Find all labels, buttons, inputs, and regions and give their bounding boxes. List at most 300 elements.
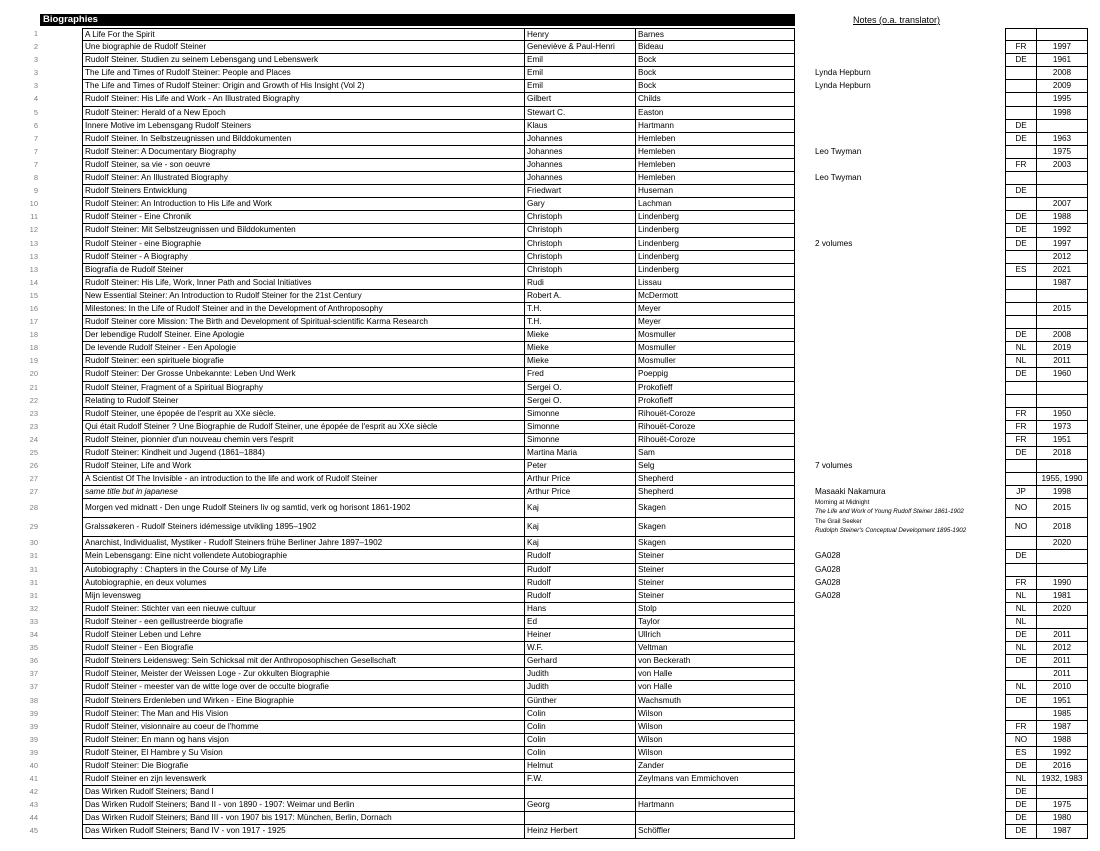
- author-last-name-cell[interactable]: Lindenberg: [636, 238, 795, 251]
- author-first-name-cell[interactable]: Simonne: [525, 434, 636, 447]
- author-last-name-cell[interactable]: Shepherd: [636, 486, 795, 499]
- note-cell[interactable]: [814, 368, 994, 381]
- book-title-cell[interactable]: A Scientist Of The Invisible - an introduction to the life and work of Rudolf Steiner: [82, 473, 525, 486]
- book-title-cell[interactable]: Rudolf Steiner - een geillustreerde biografie: [82, 616, 525, 629]
- row-number[interactable]: 13: [29, 251, 38, 261]
- author-first-name-cell[interactable]: Rudolf: [525, 590, 636, 603]
- year-cell[interactable]: 1932, 1983: [1037, 773, 1088, 786]
- language-cell[interactable]: [1005, 708, 1037, 721]
- year-cell[interactable]: [1037, 616, 1088, 629]
- note-cell[interactable]: [814, 434, 994, 447]
- language-cell[interactable]: [1005, 198, 1037, 211]
- author-last-name-cell[interactable]: Hartmann: [636, 799, 795, 812]
- book-title-cell[interactable]: Mein Lebensgang: Eine nicht vollendete Autobiographie: [82, 550, 525, 563]
- language-cell[interactable]: NL: [1005, 355, 1037, 368]
- row-number[interactable]: 14: [29, 277, 38, 287]
- row-number[interactable]: 37: [29, 669, 38, 679]
- year-cell[interactable]: 1987: [1037, 277, 1088, 290]
- book-title-cell[interactable]: Rudolf Steiner - A Biography: [82, 251, 525, 264]
- language-cell[interactable]: DE: [1005, 786, 1037, 799]
- row-number[interactable]: 3: [33, 68, 38, 78]
- author-first-name-cell[interactable]: Simonne: [525, 421, 636, 434]
- book-title-cell[interactable]: Rudolf Steiner, Life and Work: [82, 460, 525, 473]
- language-cell[interactable]: [1005, 67, 1037, 80]
- year-cell[interactable]: 1975: [1037, 799, 1088, 812]
- row-number[interactable]: 39: [29, 747, 38, 757]
- language-cell[interactable]: NL: [1005, 773, 1037, 786]
- author-first-name-cell[interactable]: Gerhard: [525, 655, 636, 668]
- note-cell[interactable]: [814, 342, 994, 355]
- language-cell[interactable]: DE: [1005, 185, 1037, 198]
- author-first-name-cell[interactable]: Peter: [525, 460, 636, 473]
- author-first-name-cell[interactable]: Henry: [525, 28, 636, 41]
- author-last-name-cell[interactable]: Taylor: [636, 616, 795, 629]
- book-title-cell[interactable]: Anarchist, Individualist, Mystiker - Rudolf Steiners frühe Berliner Jahre 1897–1902: [82, 537, 525, 550]
- language-cell[interactable]: DE: [1005, 238, 1037, 251]
- note-cell[interactable]: [814, 537, 994, 550]
- year-cell[interactable]: [1037, 172, 1088, 185]
- year-cell[interactable]: 2020: [1037, 603, 1088, 616]
- row-number[interactable]: 3: [33, 81, 38, 91]
- year-cell[interactable]: 2007: [1037, 198, 1088, 211]
- note-cell[interactable]: [814, 642, 994, 655]
- author-first-name-cell[interactable]: T.H.: [525, 316, 636, 329]
- row-number[interactable]: 40: [29, 760, 38, 770]
- author-last-name-cell[interactable]: Wachsmuth: [636, 695, 795, 708]
- note-cell[interactable]: [814, 681, 994, 694]
- language-cell[interactable]: [1005, 460, 1037, 473]
- year-cell[interactable]: [1037, 290, 1088, 303]
- note-cell[interactable]: [814, 329, 994, 342]
- note-cell[interactable]: [814, 629, 994, 642]
- year-cell[interactable]: 1998: [1037, 486, 1088, 499]
- language-cell[interactable]: ES: [1005, 747, 1037, 760]
- year-cell[interactable]: 2011: [1037, 655, 1088, 668]
- year-cell[interactable]: 2012: [1037, 642, 1088, 655]
- year-cell[interactable]: [1037, 185, 1088, 198]
- language-cell[interactable]: DE: [1005, 224, 1037, 237]
- row-number[interactable]: 31: [29, 564, 38, 574]
- author-last-name-cell[interactable]: Lissau: [636, 277, 795, 290]
- book-title-cell[interactable]: Rudolf Steiner, Fragment of a Spiritual Biography: [82, 382, 525, 395]
- author-first-name-cell[interactable]: Gilbert: [525, 93, 636, 106]
- author-last-name-cell[interactable]: Childs: [636, 93, 795, 106]
- row-number[interactable]: 30: [29, 538, 38, 548]
- author-last-name-cell[interactable]: von Halle: [636, 681, 795, 694]
- author-first-name-cell[interactable]: Gary: [525, 198, 636, 211]
- row-number[interactable]: 7: [33, 133, 38, 143]
- book-title-cell[interactable]: Rudolf Steiner en zijn levenswerk: [82, 773, 525, 786]
- row-number[interactable]: 27: [29, 474, 38, 484]
- language-cell[interactable]: DE: [1005, 329, 1037, 342]
- book-title-cell[interactable]: The Life and Times of Rudolf Steiner: Origin and Growth of His Insight (Vol 2): [82, 80, 525, 93]
- book-title-cell[interactable]: Rudolf Steiner - meester van de witte loge over de occulte biografie: [82, 681, 525, 694]
- row-number[interactable]: 27: [29, 487, 38, 497]
- language-cell[interactable]: DE: [1005, 695, 1037, 708]
- author-first-name-cell[interactable]: [525, 786, 636, 799]
- author-first-name-cell[interactable]: Rudolf: [525, 550, 636, 563]
- book-title-cell[interactable]: Rudolf Steiner, Meister der Weissen Loge - Zur okkulten Biographie: [82, 668, 525, 681]
- author-last-name-cell[interactable]: Mosmuller: [636, 355, 795, 368]
- year-cell[interactable]: 2003: [1037, 159, 1088, 172]
- note-cell[interactable]: [814, 277, 994, 290]
- author-last-name-cell[interactable]: Bock: [636, 80, 795, 93]
- note-cell[interactable]: [814, 408, 994, 421]
- row-number[interactable]: 23: [29, 408, 38, 418]
- row-number[interactable]: 28: [29, 503, 38, 513]
- row-number[interactable]: 13: [29, 238, 38, 248]
- note-cell[interactable]: [814, 616, 994, 629]
- book-title-cell[interactable]: Rudolf Steiner: En mann og hans visjon: [82, 734, 525, 747]
- author-last-name-cell[interactable]: Wilson: [636, 721, 795, 734]
- note-cell[interactable]: Lynda Hepburn: [815, 68, 871, 78]
- row-number[interactable]: 8: [33, 173, 38, 183]
- author-last-name-cell[interactable]: Mosmuller: [636, 342, 795, 355]
- author-last-name-cell[interactable]: Shepherd: [636, 473, 795, 486]
- language-cell[interactable]: NL: [1005, 603, 1037, 616]
- year-cell[interactable]: 2012: [1037, 251, 1088, 264]
- year-cell[interactable]: 2016: [1037, 760, 1088, 773]
- author-last-name-cell[interactable]: Barnes: [636, 28, 795, 41]
- row-number[interactable]: 5: [33, 107, 38, 117]
- book-title-cell[interactable]: Rudolf Steiners Leidensweg: Sein Schicksal mit der Anthroposophischen Gesellschaft: [82, 655, 525, 668]
- language-cell[interactable]: NO: [1005, 499, 1037, 518]
- author-first-name-cell[interactable]: Robert A.: [525, 290, 636, 303]
- note-cell[interactable]: [814, 120, 994, 133]
- author-last-name-cell[interactable]: Hemleben: [636, 172, 795, 185]
- author-last-name-cell[interactable]: Wilson: [636, 708, 795, 721]
- language-cell[interactable]: [1005, 395, 1037, 408]
- language-cell[interactable]: [1005, 107, 1037, 120]
- row-number[interactable]: 39: [29, 734, 38, 744]
- language-cell[interactable]: FR: [1005, 434, 1037, 447]
- author-first-name-cell[interactable]: Heinz Herbert: [525, 825, 636, 838]
- book-title-cell[interactable]: Rudolf Steiner, sa vie - son oeuvre: [82, 159, 525, 172]
- author-last-name-cell[interactable]: Steiner: [636, 550, 795, 563]
- year-cell[interactable]: 1992: [1037, 747, 1088, 760]
- author-last-name-cell[interactable]: Lindenberg: [636, 251, 795, 264]
- year-cell[interactable]: [1037, 550, 1088, 563]
- book-title-cell[interactable]: Biografía de Rudolf Steiner: [82, 264, 525, 277]
- author-first-name-cell[interactable]: Colin: [525, 747, 636, 760]
- author-last-name-cell[interactable]: Huseman: [636, 185, 795, 198]
- book-title-cell[interactable]: Rudolf Steiner, visionnaire au coeur de l'homme: [82, 721, 525, 734]
- author-last-name-cell[interactable]: Steiner: [636, 577, 795, 590]
- note-cell[interactable]: [814, 211, 994, 224]
- language-cell[interactable]: FR: [1005, 159, 1037, 172]
- language-cell[interactable]: DE: [1005, 368, 1037, 381]
- year-cell[interactable]: [1037, 316, 1088, 329]
- row-number[interactable]: 33: [29, 616, 38, 626]
- author-last-name-cell[interactable]: von Halle: [636, 668, 795, 681]
- note-cell[interactable]: [814, 316, 994, 329]
- language-cell[interactable]: [1005, 537, 1037, 550]
- row-number[interactable]: 29: [29, 522, 38, 532]
- book-title-cell[interactable]: Rudolf Steiner: Mit Selbstzeugnissen und Bilddokumenten: [82, 224, 525, 237]
- book-title-cell[interactable]: Rudolf Steiner, une épopée de l'esprit au XXe siècle.: [82, 408, 525, 421]
- author-last-name-cell[interactable]: Wilson: [636, 747, 795, 760]
- author-first-name-cell[interactable]: Colin: [525, 734, 636, 747]
- language-cell[interactable]: DE: [1005, 550, 1037, 563]
- row-number[interactable]: 43: [29, 800, 38, 810]
- language-cell[interactable]: [1005, 564, 1037, 577]
- year-cell[interactable]: 1951: [1037, 434, 1088, 447]
- author-last-name-cell[interactable]: Zander: [636, 760, 795, 773]
- row-number[interactable]: 17: [29, 317, 38, 327]
- author-last-name-cell[interactable]: Wilson: [636, 734, 795, 747]
- language-cell[interactable]: [1005, 277, 1037, 290]
- year-cell[interactable]: [1037, 120, 1088, 133]
- language-cell[interactable]: [1005, 473, 1037, 486]
- row-number[interactable]: 24: [29, 434, 38, 444]
- row-number[interactable]: 4: [33, 94, 38, 104]
- author-last-name-cell[interactable]: Veltman: [636, 642, 795, 655]
- note-cell[interactable]: [814, 198, 994, 211]
- note-cell[interactable]: [814, 799, 994, 812]
- language-cell[interactable]: DE: [1005, 447, 1037, 460]
- year-cell[interactable]: [1037, 395, 1088, 408]
- note-cell[interactable]: [814, 812, 994, 825]
- author-last-name-cell[interactable]: Selg: [636, 460, 795, 473]
- language-cell[interactable]: FR: [1005, 577, 1037, 590]
- book-title-cell[interactable]: Rudolf Steiner, El Hambre y Su Vision: [82, 747, 525, 760]
- year-cell[interactable]: 1992: [1037, 224, 1088, 237]
- book-title-cell[interactable]: Rudolf Steiner: Herald of a New Epoch: [82, 107, 525, 120]
- language-cell[interactable]: DE: [1005, 655, 1037, 668]
- row-number[interactable]: 34: [29, 630, 38, 640]
- book-title-cell[interactable]: Rudolf Steiner, pionnier d'un nouveau chemin vers l'esprit: [82, 434, 525, 447]
- author-first-name-cell[interactable]: Arthur Price: [525, 486, 636, 499]
- author-first-name-cell[interactable]: Geneviève & Paul-Henri: [525, 41, 636, 54]
- language-cell[interactable]: NO: [1005, 734, 1037, 747]
- year-cell[interactable]: 2011: [1037, 629, 1088, 642]
- book-title-cell[interactable]: Der lebendige Rudolf Steiner. Eine Apologie: [82, 329, 525, 342]
- author-first-name-cell[interactable]: Heiner: [525, 629, 636, 642]
- language-cell[interactable]: DE: [1005, 133, 1037, 146]
- author-first-name-cell[interactable]: Friedwart: [525, 185, 636, 198]
- language-cell[interactable]: DE: [1005, 799, 1037, 812]
- row-number[interactable]: 19: [29, 356, 38, 366]
- language-cell[interactable]: NO: [1005, 518, 1037, 537]
- author-first-name-cell[interactable]: Christoph: [525, 224, 636, 237]
- year-cell[interactable]: 2011: [1037, 355, 1088, 368]
- language-cell[interactable]: NL: [1005, 616, 1037, 629]
- book-title-cell[interactable]: Autobiography : Chapters in the Course of My Life: [82, 564, 525, 577]
- book-title-cell[interactable]: Rudolf Steiner: Stichter van een nieuwe cultuur: [82, 603, 525, 616]
- language-cell[interactable]: DE: [1005, 629, 1037, 642]
- author-last-name-cell[interactable]: Rihouët-Coroze: [636, 434, 795, 447]
- author-last-name-cell[interactable]: Hemleben: [636, 133, 795, 146]
- author-first-name-cell[interactable]: Judith: [525, 681, 636, 694]
- author-first-name-cell[interactable]: Simonne: [525, 408, 636, 421]
- author-last-name-cell[interactable]: Hemleben: [636, 146, 795, 159]
- author-first-name-cell[interactable]: Colin: [525, 708, 636, 721]
- year-cell[interactable]: 2021: [1037, 264, 1088, 277]
- author-first-name-cell[interactable]: [525, 812, 636, 825]
- author-last-name-cell[interactable]: Hemleben: [636, 159, 795, 172]
- book-title-cell[interactable]: Das Wirken Rudolf Steiners; Band I: [82, 786, 525, 799]
- year-cell[interactable]: 2018: [1037, 447, 1088, 460]
- author-last-name-cell[interactable]: Prokofieff: [636, 395, 795, 408]
- author-last-name-cell[interactable]: Zeylmans van Emmichoven: [636, 773, 795, 786]
- row-number[interactable]: 26: [29, 461, 38, 471]
- author-first-name-cell[interactable]: Stewart C.: [525, 107, 636, 120]
- language-cell[interactable]: ES: [1005, 264, 1037, 277]
- book-title-cell[interactable]: Das Wirken Rudolf Steiners; Band IV - von 1917 - 1925: [82, 825, 525, 838]
- note-cell[interactable]: GA028: [815, 551, 841, 561]
- year-cell[interactable]: 2018: [1037, 518, 1088, 537]
- note-cell[interactable]: [814, 28, 994, 41]
- author-first-name-cell[interactable]: Christoph: [525, 264, 636, 277]
- year-cell[interactable]: [1037, 564, 1088, 577]
- author-first-name-cell[interactable]: Colin: [525, 721, 636, 734]
- author-first-name-cell[interactable]: Rudolf: [525, 564, 636, 577]
- note-cell[interactable]: [814, 395, 994, 408]
- author-last-name-cell[interactable]: Poeppig: [636, 368, 795, 381]
- book-title-cell[interactable]: Rudolf Steiners Entwicklung: [82, 185, 525, 198]
- row-number[interactable]: 25: [29, 448, 38, 457]
- row-number[interactable]: 41: [29, 774, 38, 784]
- author-first-name-cell[interactable]: Emil: [525, 67, 636, 80]
- row-number[interactable]: 31: [29, 577, 38, 587]
- author-first-name-cell[interactable]: Helmut: [525, 760, 636, 773]
- note-cell[interactable]: Leo Twyman: [815, 173, 862, 183]
- author-first-name-cell[interactable]: Mieke: [525, 355, 636, 368]
- author-first-name-cell[interactable]: Georg: [525, 799, 636, 812]
- row-number[interactable]: 23: [29, 421, 38, 431]
- language-cell[interactable]: [1005, 28, 1037, 41]
- author-last-name-cell[interactable]: Skagen: [636, 499, 795, 518]
- row-number[interactable]: 42: [29, 787, 38, 797]
- book-title-cell[interactable]: Rudolf Steiner: His Life and Work - An Illustrated Biography: [82, 93, 525, 106]
- note-cell[interactable]: [814, 54, 994, 67]
- year-cell[interactable]: 1951: [1037, 695, 1088, 708]
- author-last-name-cell[interactable]: Steiner: [636, 590, 795, 603]
- note-cell[interactable]: [814, 518, 994, 537]
- book-title-cell[interactable]: Gralssøkeren - Rudolf Steiners idémessige utvikling 1895–1902: [82, 518, 525, 537]
- author-first-name-cell[interactable]: Kaj: [525, 537, 636, 550]
- year-cell[interactable]: 2019: [1037, 342, 1088, 355]
- author-last-name-cell[interactable]: Sam: [636, 447, 795, 460]
- note-cell[interactable]: [814, 747, 994, 760]
- row-number[interactable]: 11: [30, 212, 38, 222]
- note-cell[interactable]: [814, 107, 994, 120]
- year-cell[interactable]: 2010: [1037, 681, 1088, 694]
- author-first-name-cell[interactable]: Johannes: [525, 146, 636, 159]
- author-first-name-cell[interactable]: Sergei O.: [525, 382, 636, 395]
- book-title-cell[interactable]: Rudolf Steiner core Mission: The Birth and Development of Spiritual-scientific Karma Research: [82, 316, 525, 329]
- note-cell[interactable]: 2 volumes: [815, 238, 853, 248]
- author-first-name-cell[interactable]: W.F.: [525, 642, 636, 655]
- author-first-name-cell[interactable]: Johannes: [525, 133, 636, 146]
- note-cell[interactable]: GA028: [815, 577, 841, 587]
- book-title-cell[interactable]: Rudolf Steiners Erdenleben und Wirken - Eine Biographie: [82, 695, 525, 708]
- row-number[interactable]: 31: [29, 590, 38, 600]
- language-cell[interactable]: [1005, 251, 1037, 264]
- year-cell[interactable]: 1997: [1037, 41, 1088, 54]
- book-title-cell[interactable]: Rudolf Steiner: An Introduction to His Life and Work: [82, 198, 525, 211]
- note-cell[interactable]: [814, 133, 994, 146]
- language-cell[interactable]: JP: [1005, 486, 1037, 499]
- author-first-name-cell[interactable]: Rudi: [525, 277, 636, 290]
- author-first-name-cell[interactable]: Rudolf: [525, 577, 636, 590]
- language-cell[interactable]: DE: [1005, 120, 1037, 133]
- row-number[interactable]: 18: [29, 330, 38, 340]
- note-cell[interactable]: [814, 473, 994, 486]
- language-cell[interactable]: [1005, 303, 1037, 316]
- note-cell[interactable]: Masaaki Nakamura: [815, 487, 886, 497]
- year-cell[interactable]: 1950: [1037, 408, 1088, 421]
- language-cell[interactable]: [1005, 172, 1037, 185]
- author-last-name-cell[interactable]: Skagen: [636, 518, 795, 537]
- note-cell[interactable]: [814, 93, 994, 106]
- row-number[interactable]: 39: [29, 721, 38, 731]
- language-cell[interactable]: FR: [1005, 421, 1037, 434]
- year-cell[interactable]: [1037, 28, 1088, 41]
- author-last-name-cell[interactable]: Ullrich: [636, 629, 795, 642]
- author-last-name-cell[interactable]: Lindenberg: [636, 224, 795, 237]
- note-cell[interactable]: [814, 603, 994, 616]
- note-cell[interactable]: [814, 773, 994, 786]
- author-first-name-cell[interactable]: Hans: [525, 603, 636, 616]
- note-cell[interactable]: [814, 251, 994, 264]
- year-cell[interactable]: 1985: [1037, 708, 1088, 721]
- language-cell[interactable]: DE: [1005, 825, 1037, 838]
- author-last-name-cell[interactable]: Bock: [636, 67, 795, 80]
- note-cell[interactable]: [814, 708, 994, 721]
- book-title-cell[interactable]: Rudolf Steiner: An Illustrated Biography: [82, 172, 525, 185]
- author-first-name-cell[interactable]: Emil: [525, 80, 636, 93]
- author-last-name-cell[interactable]: [636, 786, 795, 799]
- book-title-cell[interactable]: Rudolf Steiner - eine Biographie: [82, 238, 525, 251]
- book-title-cell[interactable]: Rudolf Steiner. Studien zu seinem Lebensgang und Lebenswerk: [82, 54, 525, 67]
- author-first-name-cell[interactable]: Martina Maria: [525, 447, 636, 460]
- year-cell[interactable]: 1988: [1037, 734, 1088, 747]
- author-last-name-cell[interactable]: [636, 812, 795, 825]
- author-first-name-cell[interactable]: F.W.: [525, 773, 636, 786]
- author-first-name-cell[interactable]: Günther: [525, 695, 636, 708]
- language-cell[interactable]: [1005, 93, 1037, 106]
- language-cell[interactable]: NL: [1005, 342, 1037, 355]
- row-number[interactable]: 36: [29, 656, 38, 666]
- author-first-name-cell[interactable]: Mieke: [525, 329, 636, 342]
- row-number[interactable]: 31: [29, 551, 38, 561]
- author-last-name-cell[interactable]: Meyer: [636, 316, 795, 329]
- author-last-name-cell[interactable]: Rihouët-Coroze: [636, 408, 795, 421]
- row-number[interactable]: 35: [29, 643, 38, 653]
- note-cell[interactable]: [814, 355, 994, 368]
- year-cell[interactable]: 2015: [1037, 303, 1088, 316]
- author-first-name-cell[interactable]: Arthur Price: [525, 473, 636, 486]
- book-title-cell[interactable]: Rudolf Steiner: Kindheit und Jugend (1861–1884): [82, 447, 525, 460]
- note-cell[interactable]: [814, 825, 994, 838]
- row-number[interactable]: 32: [29, 603, 38, 613]
- note-cell[interactable]: [814, 786, 994, 799]
- author-first-name-cell[interactable]: Sergei O.: [525, 395, 636, 408]
- row-number[interactable]: 37: [29, 682, 38, 692]
- row-number[interactable]: 6: [33, 120, 38, 130]
- author-first-name-cell[interactable]: Klaus: [525, 120, 636, 133]
- year-cell[interactable]: 1975: [1037, 146, 1088, 159]
- language-cell[interactable]: FR: [1005, 408, 1037, 421]
- year-cell[interactable]: [1037, 460, 1088, 473]
- note-cell[interactable]: [814, 695, 994, 708]
- book-title-cell[interactable]: Rudolf Steiner Leben und Lehre: [82, 629, 525, 642]
- book-title-cell[interactable]: Rudolf Steiner - Een Biografie: [82, 642, 525, 655]
- row-number[interactable]: 10: [29, 199, 38, 209]
- book-title-cell[interactable]: same title but in japanese: [82, 486, 525, 499]
- year-cell[interactable]: 2009: [1037, 80, 1088, 93]
